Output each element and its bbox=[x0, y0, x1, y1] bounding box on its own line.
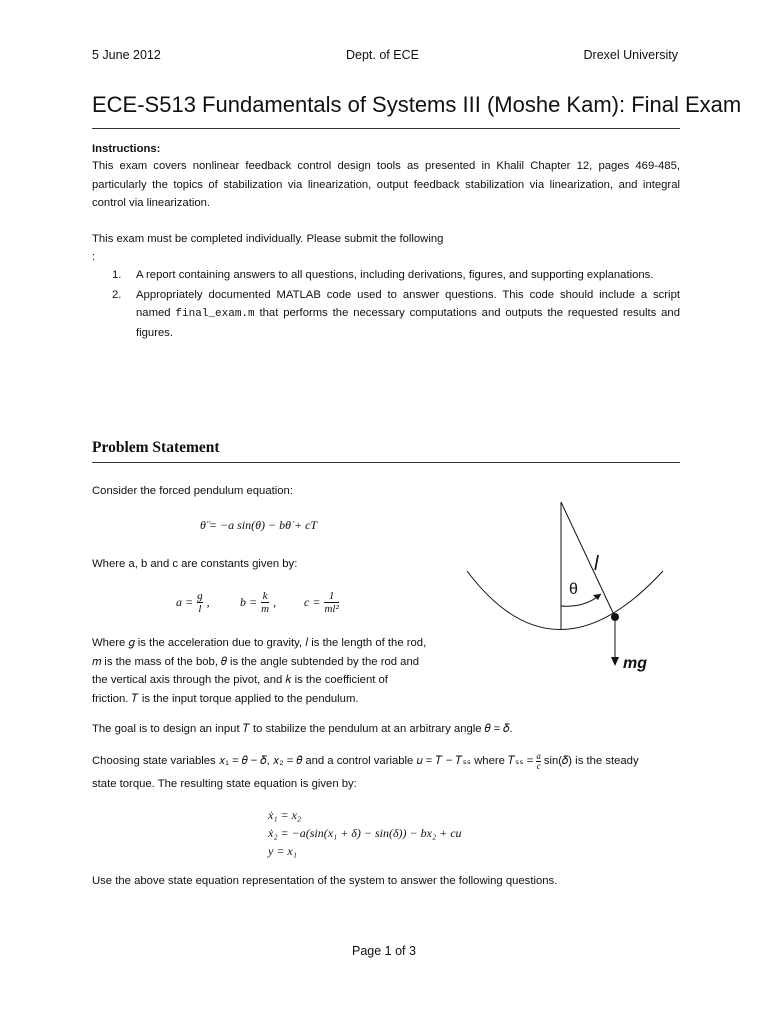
fraction-denominator: m bbox=[261, 603, 270, 615]
list-item-text bbox=[136, 286, 680, 343]
constant-c bbox=[304, 590, 339, 615]
title-divider bbox=[92, 128, 680, 129]
state-variable-choice bbox=[92, 752, 680, 771]
fraction-denominator: ml² bbox=[324, 603, 339, 615]
constant-b-lhs: b = bbox=[240, 595, 258, 609]
constants-intro: Where a, b and c are constants given by: bbox=[92, 558, 298, 570]
main-equation: θ̈ = −a sin(θ) − bθ̇ + cT bbox=[200, 518, 318, 532]
tss-fraction bbox=[536, 752, 541, 771]
state-equation: y = x₁ bbox=[268, 844, 297, 858]
constant-b-fraction bbox=[261, 590, 269, 615]
list-item-text: A report containing answers to all questions, including derivations, figures, and supporting explanations. bbox=[136, 269, 654, 281]
constant-a-lhs: a = bbox=[176, 595, 194, 609]
list-item bbox=[112, 286, 680, 343]
section-divider bbox=[92, 462, 680, 463]
label-mg: mg bbox=[623, 655, 647, 672]
instructions-para1: This exam covers nonlinear feedback control design tools as presented in Khalil Chapter 12, pages 469-485, particularly the topics of stabilization via linearization, output feedback stabilization via linearization, and integral control via linearization. bbox=[92, 160, 680, 209]
constant-b: b = $\frac{k}{m}$ , bbox=[240, 590, 277, 615]
constant-c-fraction bbox=[324, 590, 338, 615]
fraction-numerator: 1 bbox=[328, 590, 335, 602]
constant-a: a = $\frac{g}{l}$ , bbox=[176, 590, 210, 615]
definition-line: Where 𝑔 is the acceleration due to gravity, 𝑙 is the length of the rod, bbox=[92, 637, 427, 649]
list-item-number: 2. bbox=[112, 288, 122, 301]
item-text-after: that performs the necessary computations and outputs the requested results and figures. bbox=[136, 307, 681, 339]
constant-a-fraction bbox=[197, 590, 203, 615]
closing-instruction: Use the above state equation representation of the system to answer the following questions. bbox=[92, 875, 558, 887]
label-length: l bbox=[594, 553, 599, 575]
section-heading: Problem Statement bbox=[92, 439, 220, 456]
fraction-denominator: c bbox=[536, 761, 541, 771]
pendulum-rod bbox=[561, 502, 615, 617]
gravity-arrowhead bbox=[611, 657, 619, 666]
goal-statement: The goal is to design an input 𝑇 to stabilize the pendulum at an arbitrary angle 𝜃 = 𝛿. bbox=[92, 723, 513, 735]
header-university: Drexel University bbox=[583, 48, 678, 62]
fraction-denominator: l bbox=[198, 603, 202, 615]
constant-c-lhs: c = bbox=[304, 595, 321, 609]
problem-intro: Consider the forced pendulum equation: bbox=[92, 485, 293, 497]
definition-line: the vertical axis through the pivot, and 𝑘 is the coefficient of bbox=[92, 674, 388, 686]
list-item-number: 1. bbox=[112, 269, 122, 281]
page-title: ECE-S513 Fundamentals of Systems III (Moshe Kam): Final Exam bbox=[92, 92, 742, 117]
page-number: Page 1 of 3 bbox=[352, 944, 416, 958]
pendulum-figure bbox=[455, 498, 680, 683]
instructions-colon: : bbox=[92, 251, 96, 263]
item-text-before: Appropriately documented MATLAB code used to answer questions. This code should include a script named bbox=[136, 288, 680, 319]
header-dept: Dept. of ECE bbox=[346, 48, 419, 62]
header-date: 5 June 2012 bbox=[92, 48, 161, 62]
code-filename: final_exam.m bbox=[175, 308, 255, 320]
fraction-numerator: g bbox=[197, 590, 203, 602]
swing-arc bbox=[467, 571, 663, 630]
instructions-para2: This exam must be completed individually. Please submit the following bbox=[92, 233, 444, 245]
state-torque-text: state torque. The resulting state equation is given by: bbox=[92, 778, 357, 790]
submission-list bbox=[112, 266, 680, 342]
label-theta: θ bbox=[569, 581, 578, 598]
definition-line: 𝑚 is the mass of the bob, 𝜃 is the angle subtended by the rod and bbox=[92, 655, 420, 668]
choice-text-2: sin(𝛿) is the steady bbox=[543, 755, 639, 768]
fraction-numerator: k bbox=[262, 590, 268, 602]
instructions-heading: Instructions: bbox=[92, 143, 161, 155]
definition-line: friction. 𝑇 is the input torque applied to the pendulum. bbox=[92, 692, 359, 705]
choice-text-1: Choosing state variables 𝑥₁ = 𝜃 − 𝛿, 𝑥₂ = 𝜃̇ and a control variable 𝑢 = 𝑇 − 𝑇ₛₛ where 𝑇ₛₛ = bbox=[92, 755, 534, 768]
state-equation: ẋ₂ = −a(sin(x₁ + δ) − sin(δ)) − bx₂ + cu bbox=[268, 826, 462, 840]
state-equation: ẋ₁ = x₂ bbox=[268, 808, 302, 822]
pendulum-bob bbox=[611, 613, 619, 621]
variable-definitions bbox=[92, 634, 452, 708]
list-item bbox=[112, 266, 680, 285]
state-equations bbox=[268, 806, 462, 860]
fraction-numerator: a bbox=[536, 751, 541, 761]
